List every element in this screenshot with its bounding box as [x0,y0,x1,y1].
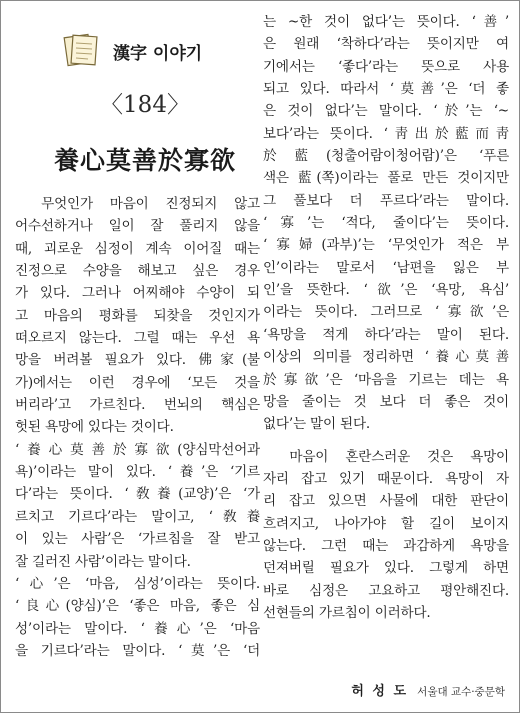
text-line: 던져버릴 필요가 있다. 그렇게 하면 [263,560,509,577]
text-line: 진정으로 수양을 해보고 싶은 경우 [15,263,260,280]
text-line: 이라는 뜻이다. 그러므로 ‘寡欲’은 [263,304,509,321]
article-title: 養心莫善於寡欲 [53,146,236,175]
text-line: 을 기르다’라는 말이다. ‘莫’은 ‘더 [15,642,260,659]
text-line: 흐려지고, 나아가야 할 길이 보이지 [263,515,509,532]
text-line: 는 ~한 것이 없다’는 뜻이다. ‘善’ [263,14,509,30]
text-line: ‘良心(양심)’은 ‘좋은 마음, 좋은 심 [15,598,260,615]
text-line: 떠오르지 않는다. 그럴 때는 우선 욕 [15,330,260,347]
text-line: ‘寡’는 ‘적다, 줄이다’는 뜻이다. [263,215,509,232]
author-name: 허 성 도 [351,684,409,699]
text-line: 이상의 의미를 정리하면 ‘養心莫善 [263,349,509,366]
issue-number: 〈184〉 [100,92,190,118]
text-line: 선현들의 가르침이 이러하다. [263,604,431,621]
column-title: 漢字 이야기 [113,44,203,64]
text-line: 욕)’이라는 말이 있다. ‘養’은 ‘기르 [15,464,260,481]
text-line: 않는다. 그런 때는 과감하게 욕망을 [263,537,509,554]
text-line: ‘寡婦(과부)’는 ‘무엇인가 적은 부 [263,237,509,254]
text-line: 인’을 뜻한다. ‘欲’은 ‘욕망, 욕심’ [263,282,509,299]
text-line: 고 마음의 평화를 되찾을 것인지가 [15,307,260,324]
right-body-text-2 [263,446,509,625]
right-column [263,11,509,624]
text-line: 보다’라는 뜻이다. ‘靑出於藍而靑 [263,125,509,142]
text-line: 없다’는 말이 된다. [263,416,371,433]
left-body-text [15,193,260,662]
text-line: 잘 길러진 사람’이라는 말이다. [15,553,191,570]
byline [351,680,505,699]
text-line: 於藍(청출어람이청어람)’은 ‘푸른 [263,148,509,165]
text-line: 르치고 기르다’라는 말이고, ‘敎養 [15,508,260,525]
text-line: 리 잡고 있으면 사물에 대한 판단이 [263,493,509,510]
text-line: 색은 藍(쪽)이라는 풀로 만든 것이지만 [263,170,509,187]
text-line: 기에서는 ‘좋다’라는 뜻으로 사용 [263,58,509,75]
text-line: 버리라’고 가르친다. 번뇌의 핵심은 [15,397,260,414]
text-line: 다’라는 뜻이다. ‘敎養(교양)’은 ‘가 [15,486,260,503]
text-line: 바로 심정은 고요하고 평안해진다. [263,582,509,599]
text-line: 가)에서는 이런 경우에 ‘모든 것을 [15,374,260,391]
text-line: 망을 줄이는 것 보다 더 좋은 것이 [263,393,509,410]
text-line: 가 있다. 그러나 어찌해야 수양이 되 [15,285,260,302]
text-line: ‘心’은 ‘마음, 심성’이라는 뜻이다. [15,575,260,592]
text-line: 은 것이 없다’는 말이다. ‘於’는 ‘~ [263,103,509,120]
text-line: 은 원래 ‘착하다’라는 뜻이지만 여 [263,36,509,53]
text-line: 어수선하거나 일이 잘 풀리지 않을 [15,218,260,235]
author-affiliation: 서울대 교수·중문학 [417,686,505,698]
text-line: 헛된 욕망에 있다는 것이다. [15,419,174,436]
text-line: 무엇인가 마음이 진정되지 않고 [15,196,260,212]
right-body-text-1 [263,11,509,436]
text-line: 망을 버려볼 필요가 있다. 佛家(불 [15,352,260,369]
text-line: 이 있는 사람’은 ‘가르침을 잘 받고 [15,531,260,548]
text-line: 於寡欲’은 ‘마음을 기르는 데는 욕 [263,371,509,388]
text-line: 인’이라는 말로서 ‘남편을 잃은 부 [263,259,509,276]
text-line: 성’이라는 말이다. ‘養心’은 ‘마음 [15,620,260,637]
text-line: ‘욕망을 적게 하다’라는 말이 된다. [263,326,509,343]
text-line: 되고 있다. 따라서 ‘莫善’은 ‘더 좋 [263,81,509,98]
book-icon [58,33,104,67]
text-line: 마음이 혼란스러운 것은 욕망이 [263,448,509,465]
text-line: 그 풀보다 더 푸르다’라는 말이다. [263,192,509,209]
column-header [58,33,258,69]
text-line: ‘養心莫善於寡欲(양심막선어과 [15,441,260,458]
text-line: 자리 잡고 있기 때문이다. 욕망이 자 [263,470,509,487]
text-line: 때, 괴로운 심정이 계속 이어질 때는 [15,240,260,257]
